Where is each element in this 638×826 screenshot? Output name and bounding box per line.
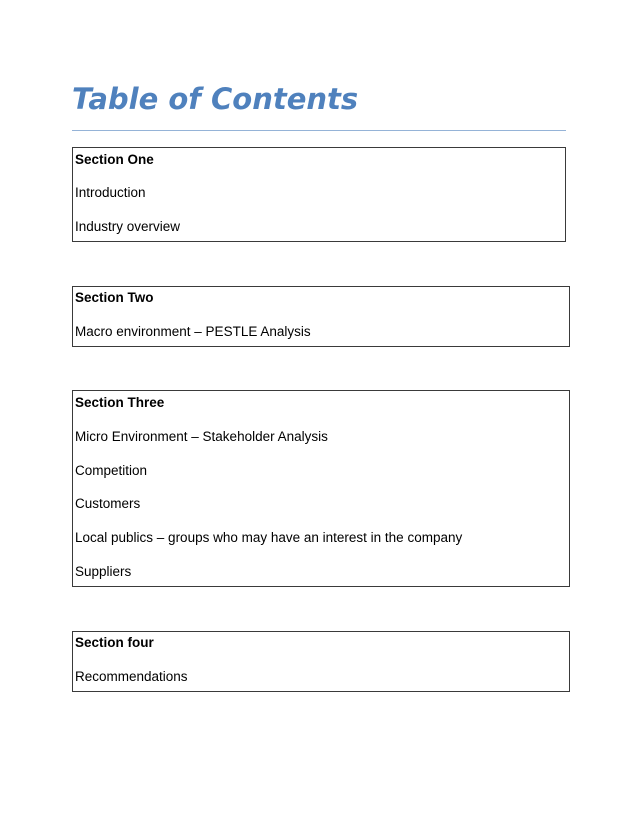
section-three-heading: Section Three xyxy=(75,395,165,410)
section-two-heading: Section Two xyxy=(75,290,154,305)
toc-entry-micro-environment: Micro Environment – Stakeholder Analysis xyxy=(75,429,328,444)
section-four-box xyxy=(72,631,570,692)
toc-entry-suppliers: Suppliers xyxy=(75,564,132,579)
section-two-box xyxy=(72,286,570,347)
page-title: Table of Contents xyxy=(72,82,359,116)
section-one-heading: Section One xyxy=(75,152,154,167)
section-one-box xyxy=(72,147,566,242)
title-divider xyxy=(72,130,566,131)
section-three-box xyxy=(72,390,570,587)
toc-entry-recommendations: Recommendations xyxy=(75,669,188,684)
toc-entry-industry-overview: Industry overview xyxy=(75,219,181,234)
toc-entry-customers: Customers xyxy=(75,496,141,511)
toc-entry-introduction: Introduction xyxy=(75,185,146,200)
toc-entry-local-publics: Local publics – groups who may have an interest in the company xyxy=(75,530,463,545)
toc-entry-macro-environment: Macro environment – PESTLE Analysis xyxy=(75,324,311,339)
toc-entry-competition: Competition xyxy=(75,463,148,478)
section-four-heading: Section four xyxy=(75,635,154,650)
